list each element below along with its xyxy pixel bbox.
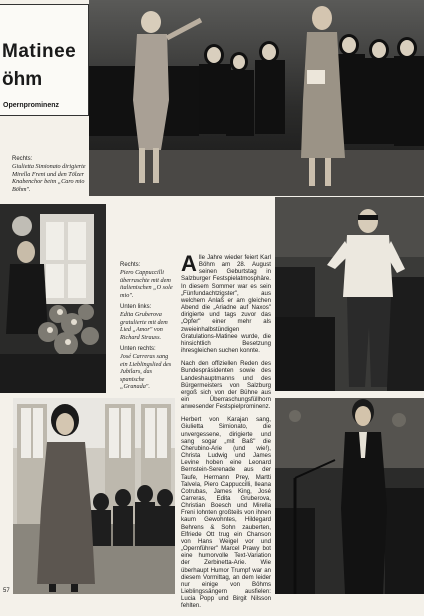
- title-line-2: öhm: [2, 69, 43, 90]
- caption-gruberova-text: Edita Gruberova gratulierte mit dem Lied „Amor" von Richard Strauss.: [120, 311, 168, 341]
- article-paragraph-1-text: lle Jahre wieder feiert Karl Böhm am 28. August seinen Geburtstag in Salzburger Festspielatmosphäre. In diesem Sommer war es sein „Fünfundachtzigster", aus welchem Anlaß er am gleichen Abend die „Ariadne auf Naxos" dirigierte und tags zuvor das „Opfer" einer mehr als zweieinhalbstündigen Gratulations-Matinee wurde, die hinsichtlich Besetzung ihresgleichen suchen konnte.: [181, 254, 271, 355]
- caption-column-middle: [120, 262, 175, 396]
- article-body: [181, 251, 271, 616]
- title-line-1: Matinee: [2, 41, 77, 62]
- article-paragraph-3: Herbert von Karajan sang, Giulietta Simionato, die unvergessene, dirigierte und sang sogar „mit Baß" die Cherubino-Arie (und wie!), Christa Ludwig und James Levine hoben eine Leonard Bernstein-Serenade aus der Taufe, Hermann Prey, Martti Talvela, Piero Cappuccilli, Ileana Cotrubas, James King, José Carreras, Edita Gruberova, Christian Boesch und Mirella Freni lohnten großteils von ihnen kaum Gewohntes, Hildegard Behrens & Sohn zauberten, Elfriede Ott trug ein Chanson von Hans Weigel vor und „Opernführer" Marcel Prawy bot eine humorvolle Text-Variation der Zerbinetta-Arie. Wie überhaupt Humor Trumpf war an diesem Vormittag, an dem leider nur einige von Böhms Lieblingssängern ausfielen: Lucia Popp und Birgit Nilsson fehlten.: [181, 416, 271, 610]
- photo-gruberova: [13, 398, 175, 594]
- caption-cappuccilli-text: Piero Cappuccilli überraschte mit dem italienischen „O sole mio".: [120, 269, 173, 299]
- article-title-box: [0, 4, 89, 116]
- caption-right-label: Rechts:: [12, 156, 33, 162]
- photo-singer-middle-right: [275, 197, 424, 391]
- title-subtitle: Opernprominenz: [3, 102, 60, 109]
- page-number: 57: [3, 588, 10, 594]
- caption-carreras-text: José Carreras sang ein Lieblingslied des Jubilars, das spanische „Granada".: [120, 353, 172, 391]
- article-paragraph-1: [181, 251, 271, 355]
- caption-gruberova-label: Unten links:: [120, 304, 152, 311]
- caption-carreras-label: Unten rechts:: [120, 346, 156, 353]
- caption-right: [12, 156, 88, 193]
- article-paragraph-2: Nach den offiziellen Reden des Bundespräsidenten sowie des Landeshauptmanns und des Bürgermeisters von Salzburg ergoß sich von der Bühne aus ein Überraschungsfüllhorn anwesender Festspielprominenz.: [181, 360, 271, 411]
- article-dropcap: A: [181, 251, 197, 276]
- caption-cappuccilli-label: Rechts:: [120, 262, 141, 268]
- caption-right-text: Giulietta Simionato dirigierte Mirella Freni und den Tölzer Knabenchor beim „Caro mio Böhm".: [12, 163, 86, 193]
- photo-carreras: [275, 398, 424, 594]
- photo-cappuccilli: [0, 204, 106, 393]
- photo-simionato-freni-choir: [89, 0, 424, 196]
